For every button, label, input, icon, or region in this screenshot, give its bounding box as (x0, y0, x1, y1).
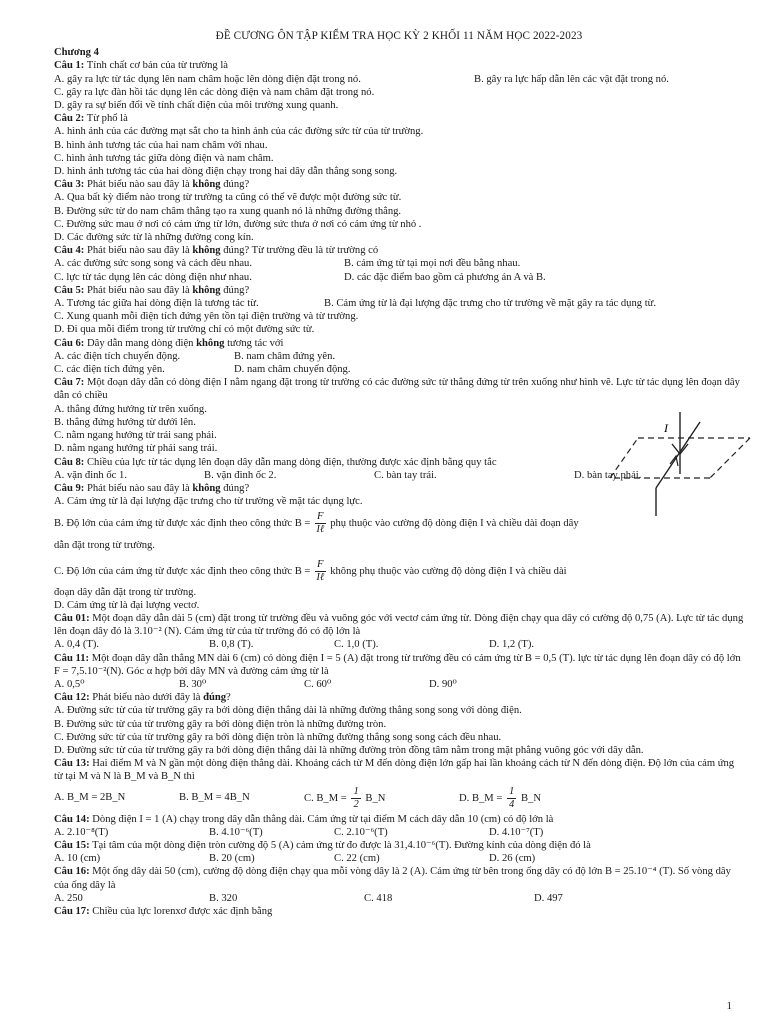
q9-b-formula: $\frac{F}{\text{Iℓ}}$ (316, 511, 325, 536)
q16-options (54, 892, 744, 905)
q13-option-a: A. B_M = 2B_N (54, 792, 126, 804)
q6-option-c: C. các điện tích đứng yên. (54, 364, 165, 376)
q1-option-d: D. gây ra sự biến đổi về tính chất điện của môi trường xung quanh. (54, 100, 339, 112)
q11-options (54, 678, 744, 691)
q2-option-c: C. hình ảnh tương tác giữa dòng điện và nam châm. (54, 152, 274, 164)
q4-option-c: C. lực từ tác dụng lên các dòng điện như nhau. (54, 271, 252, 283)
q8-option-c: C. bàn tay trái. (374, 469, 437, 481)
q5-option-a: A. Tương tác giữa hai dòng điện là tương tác từ. (54, 298, 259, 310)
q2-option-d: D. hình ảnh tương tác của hai dòng điện chạy trong hai dây dẫn thẳng song song. (54, 166, 398, 178)
q7-option-b: B. thẳng đứng hướng từ dưới lên. (54, 416, 196, 428)
q12-option-c: C. Đường sức từ của từ trường gây ra bởi dòng điện tròn là những đường thẳng song song cách đều nhau. (54, 731, 502, 743)
q14-options (54, 826, 744, 839)
q4-option-d: D. các đặc điểm bao gồm cả phương án A và B. (344, 271, 546, 283)
q16-option-b: B. 320 (209, 892, 238, 904)
q4-options-ab (54, 257, 744, 270)
q11-option-a: A. 0,5⁰ (54, 678, 85, 690)
q9-option-a: A. Cảm ứng từ là đại lượng đặc trưng cho từ trường về mặt tác dụng lực. (54, 496, 363, 508)
q01-option-d: D. 1,2 (T). (489, 639, 535, 651)
q8-option-d: D. bàn tay phải. (574, 469, 642, 481)
plane-right-edge (710, 438, 750, 478)
q8-option-b: B. vặn đinh ốc 2. (204, 469, 277, 481)
q6-options-ab (54, 350, 744, 363)
q12-option-b: B. Đường sức từ của từ trường gây ra bởi dòng điện tròn là những đường tròn. (54, 718, 387, 730)
q11-option-b: B. 30⁰ (179, 678, 207, 690)
q12-option-a: A. Đường sức từ của từ trường gây ra bởi dòng điện thẳng dài là những đường thẳng song song với dòng điện. (54, 705, 522, 717)
q6-option-d: D. nam châm chuyển động. (234, 364, 351, 376)
question-01: Câu 01: Một đoạn dây dẫn dài 5 (cm) đặt trong từ trường đều và vuông góc với vectơ cảm ứng từ. Dòng điện chạy qua dây có cường độ 0,75 (A). Lực từ tác dụng lên đoạn dây đó là 3.10⁻² (N). Cảm ứng từ của từ trường đó có độ lớn là (54, 612, 744, 638)
question-14: Câu 14: Dòng điện I = 1 (A) chạy trong dây dẫn thẳng dài. Cảm ứng từ tại điểm M cách dây dẫn 10 (cm) có độ lớn là (54, 813, 554, 825)
q6-option-b: B. nam châm đứng yên. (234, 350, 336, 362)
question-2: Câu 2: Từ phổ là (54, 113, 128, 125)
q15-option-a: A. 10 (cm) (54, 853, 101, 865)
q16-option-d: D. 497 (534, 892, 563, 904)
q7-option-d: D. nằm ngang hướng từ phải sang trái. (54, 443, 218, 455)
q13-option-c: C. B_M = $\frac{1}{2}$ B_N (304, 785, 386, 810)
q13-option-d: D. B_M = $\frac{1}{4}$ B_N (459, 785, 541, 810)
question-15: Câu 15: Tại tâm của một dòng điện tròn cường độ 5 (A) cảm ứng từ đo được là 31,4.10⁻⁶(T). Đường kính của dòng điện đó là (54, 839, 591, 851)
q13-option-b: B. B_M = 4B_N (179, 792, 250, 804)
q7-option-c: C. nằm ngang hướng từ trái sang phải. (54, 430, 217, 442)
q01-option-a: A. 0,4 (T). (54, 639, 100, 651)
q15-option-b: B. 20 (cm) (209, 853, 255, 865)
q12-option-d: D. Đường sức từ của từ trường gây ra bởi dòng điện thẳng dài là những đường tròn đồng tâm nằm trong mặt phẳng vuông góc với dây dẫn. (54, 744, 644, 756)
q4-options-cd (54, 271, 744, 284)
q15-option-c: C. 22 (cm) (334, 853, 380, 865)
q11-option-d: D. 90⁰ (429, 678, 457, 690)
q14-option-a: A. 2.10⁻⁸(T) (54, 826, 109, 838)
q14-option-d: D. 4.10⁻⁷(T) (489, 826, 544, 838)
q14-option-c: C. 2.10⁻⁶(T) (334, 826, 388, 838)
q4-option-a: A. các đường sức song song và cách đều nhau. (54, 258, 253, 270)
q7-option-a: A. thẳng đứng hướng từ trên xuống. (54, 403, 207, 415)
q01-option-b: B. 0,8 (T). (209, 639, 254, 651)
question-7: Câu 7: Một đoạn dây dẫn có dòng điện I nằm ngang đặt trong từ trường có các đường sức từ thẳng đứng từ trên xuống như hình vẽ. Lực từ tác dụng lên đoạn dây dẫn có chiều (54, 377, 740, 402)
question-9: Câu 9: Phát biểu nào sau đây là không đúng? (54, 482, 250, 494)
question-6: Câu 6: Dây dẫn mang dòng điện không tương tác với (54, 337, 284, 349)
q9-option-c-cont: đoạn dây dẫn đặt trong từ trường. (54, 586, 197, 598)
question-5: Câu 5: Phát biểu nào sau đây là không đúng? (54, 284, 250, 296)
q4-option-b: B. cảm ứng từ tại mọi nơi đều bằng nhau. (344, 258, 521, 270)
page-title: ĐỀ CƯƠNG ÔN TẬP KIỂM TRA HỌC KỲ 2 KHỐI 11 NĂM HỌC 2022-2023 (215, 30, 583, 42)
question-17: Câu 17: Chiều của lực lorenxơ được xác định bằng (54, 905, 273, 917)
question-12: Câu 12: Phát biểu nào dưới đây là đúng? (54, 692, 231, 704)
q9-option-d: D. Cảm ứng từ là đại lượng vectơ. (54, 599, 200, 611)
question-11: Câu 11: Một đoạn dây dẫn thẳng MN dài 6 (cm) có dòng điện I = 5 (A) đặt trong từ trường đều có cảm ứng từ B = 0,5 (T). lực từ tác dụng lên đoạn dây có độ lớn F = 7,5.10⁻²(N). Góc α hợp bởi dây MN và đường cảm ứng từ là (54, 652, 741, 677)
question-13: Câu 13: Hai điểm M và N gần một dòng điện thẳng dài. Khoảng cách từ M đến dòng điện lớn gấp hai lần khoảng cách từ N đến dòng điện. Độ lớn của cảm ứng từ tại M và N là B_M và B_N thì (54, 758, 735, 783)
q01-option-c: C. 1,0 (T). (334, 639, 379, 651)
question-8: Câu 8: Chiều của lực từ tác dụng lên đoạn dây dẫn mang dòng điện, thường được xác định bằng quy tắc (54, 456, 497, 468)
q3-option-c: C. Đường sức mau ở nơi có cảm ứng từ lớn, đường sức thưa ở nơi có cảm ứng từ nhỏ . (54, 218, 422, 230)
page-number: 1 (726, 1000, 732, 1012)
q1-option-b: B. gây ra lực hấp dẫn lên các vật đặt trong nó. (474, 73, 669, 85)
current-label: I (664, 421, 668, 435)
q7-figure (610, 408, 760, 518)
q1-option-a: A. gây ra lực từ tác dụng lên nam châm hoặc lên dòng điện đặt trong nó. (54, 73, 361, 85)
q9-option-c: C. Độ lớn của cảm ứng từ được xác định theo công thức B = $\frac{F}{\text{Iℓ}}$ không phụ thuộc vào cường độ dòng điện I và chiều dài (54, 558, 567, 583)
q2-option-a: A. hình ảnh của các đường mạt sắt cho ta hình ảnh của các đường sức từ của từ trường. (54, 126, 424, 138)
q6-option-a: A. các điện tích chuyển động. (54, 350, 181, 362)
q3-option-d: D. Các đường sức từ là những đường cong kín. (54, 232, 254, 244)
q15-options (54, 852, 744, 865)
q16-option-a: A. 250 (54, 892, 83, 904)
q5-options-ab (54, 297, 744, 310)
q11-option-c: C. 60⁰ (304, 678, 332, 690)
q9-c-formula: $\frac{F}{\text{Iℓ}}$ (316, 558, 325, 583)
q14-option-b: B. 4.10⁻⁶(T) (209, 826, 263, 838)
question-4: Câu 4: Phát biểu nào sau đây là không đúng? Từ trường đều là từ trường có (54, 245, 379, 257)
q01-options (54, 638, 744, 651)
q5-option-d: D. Đi qua mỗi điểm trong từ trường chỉ có một đường sức từ. (54, 324, 315, 336)
q5-option-b: B. Cảm ứng từ là đại lượng đặc trưng cho từ trường về mặt gây ra tác dụng từ. (324, 298, 657, 310)
q3-option-a: A. Qua bất kỳ điểm nào trong từ trường ta cũng có thể vẽ được một đường sức từ. (54, 192, 402, 204)
q13-options (54, 786, 744, 811)
chapter-heading: Chương 4 (54, 47, 99, 59)
question-16: Câu 16: Một ống dây dài 50 (cm), cường độ dòng điện chạy qua mỗi vòng dây là 2 (A). Cảm ứng từ bên trong ống dây có độ lớn B = 25.10⁻⁴ (T). Số vòng dây của ống dây là (54, 866, 731, 891)
q6-options-cd (54, 363, 744, 376)
q2-option-b: B. hình ảnh tương tác của hai nam châm với nhau. (54, 139, 268, 151)
question-1: Câu 1: Tính chất cơ bản của từ trường là (54, 60, 229, 72)
q1-options-ab (54, 73, 744, 86)
q3-option-b: B. Đường sức từ do nam châm thẳng tạo ra xung quanh nó là những đường thẳng. (54, 205, 402, 217)
plane-left-edge (610, 438, 638, 478)
q5-option-c: C. Xung quanh mỗi điện tích đứng yên tồn tại điện trường và từ trường. (54, 311, 359, 323)
question-3: Câu 3: Phát biểu nào sau đây là không đúng? (54, 179, 250, 191)
q1-option-c: C. gây ra lực đàn hồi tác dụng lên các dòng điện và nam châm đặt trong nó. (54, 86, 375, 98)
q16-option-c: C. 418 (364, 892, 393, 904)
q8-option-a: A. vặn đinh ốc 1. (54, 469, 127, 481)
q9-option-b-cont: dẫn đặt trong từ trường. (54, 540, 155, 552)
q9-option-b: B. Độ lớn của cảm ứng từ được xác định theo công thức B = $\frac{F}{\text{Iℓ}}$ phụ thuộc vào cường độ dòng điện I và chiều dài đoạn dây (54, 511, 579, 536)
q15-option-d: D. 26 (cm) (489, 853, 536, 865)
